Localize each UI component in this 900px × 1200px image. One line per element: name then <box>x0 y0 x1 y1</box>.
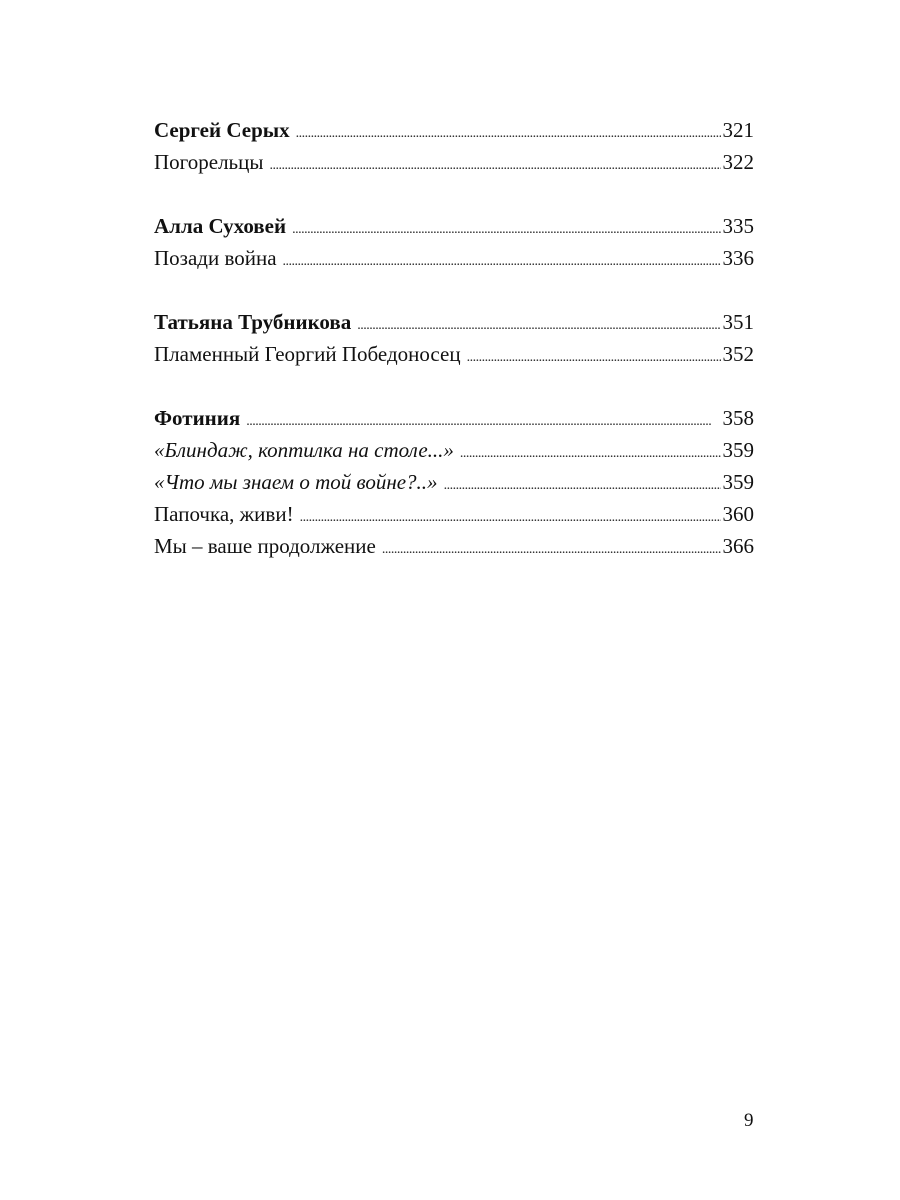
toc-entry-title: Позади война <box>154 246 277 270</box>
toc-entry-title: Алла Суховей <box>154 214 287 238</box>
toc-group-fotiniya <box>154 402 754 562</box>
toc-entry-title: «Блиндаж, коптилка на столе...» <box>154 438 454 462</box>
toc-entry[interactable] <box>154 146 754 178</box>
toc-leader-dots <box>460 438 721 470</box>
toc-entry[interactable] <box>154 210 754 242</box>
toc-leader-dots <box>296 118 721 150</box>
toc-leader-dots <box>444 470 721 502</box>
toc-entry[interactable] <box>154 114 754 146</box>
table-of-contents <box>154 114 754 594</box>
toc-entry-page: 359 <box>722 470 754 494</box>
toc-entry-title: Фотиния <box>154 406 241 430</box>
toc-leader-dots <box>283 246 721 278</box>
toc-group-sergey-serykh <box>154 114 754 178</box>
toc-entry[interactable] <box>154 306 754 338</box>
toc-entry-page: 352 <box>722 342 754 366</box>
toc-leader-dots <box>292 214 720 246</box>
toc-entry-title: Сергей Серых <box>154 118 290 142</box>
toc-entry-page: 335 <box>722 214 754 238</box>
toc-entry[interactable] <box>154 402 754 434</box>
toc-group-alla-sukhovey <box>154 210 754 274</box>
toc-entry-page: 351 <box>722 310 754 334</box>
page-number: 9 <box>744 1110 754 1131</box>
toc-entry-page: 322 <box>722 150 754 174</box>
toc-entry-title: Татьяна Трубникова <box>154 310 352 334</box>
toc-entry[interactable] <box>154 498 754 530</box>
toc-entry[interactable] <box>154 434 754 466</box>
toc-leader-dots <box>382 534 721 566</box>
toc-entry-page: 321 <box>722 118 754 142</box>
toc-entry-page: 336 <box>722 246 754 270</box>
toc-entry[interactable] <box>154 466 754 498</box>
toc-entry-page: 360 <box>722 502 754 526</box>
toc-entry-title: Пламенный Георгий Победоносец <box>154 342 461 366</box>
toc-entry[interactable] <box>154 242 754 274</box>
toc-entry-title: Погорельцы <box>154 150 264 174</box>
toc-group-tatyana-trubnikova <box>154 306 754 370</box>
toc-entry-page: 358 <box>722 406 754 430</box>
toc-entry-title: «Что мы знаем о той войне?..» <box>154 470 438 494</box>
toc-entry-page: 359 <box>722 438 754 462</box>
toc-leader-dots <box>467 342 721 374</box>
toc-entry[interactable] <box>154 338 754 370</box>
toc-leader-dots <box>269 150 720 182</box>
toc-entry-title: Мы – ваше продолжение <box>154 534 376 558</box>
toc-entry[interactable] <box>154 530 754 562</box>
toc-entry-page: 366 <box>722 534 754 558</box>
toc-entry-title: Папочка, живи! <box>154 502 294 526</box>
